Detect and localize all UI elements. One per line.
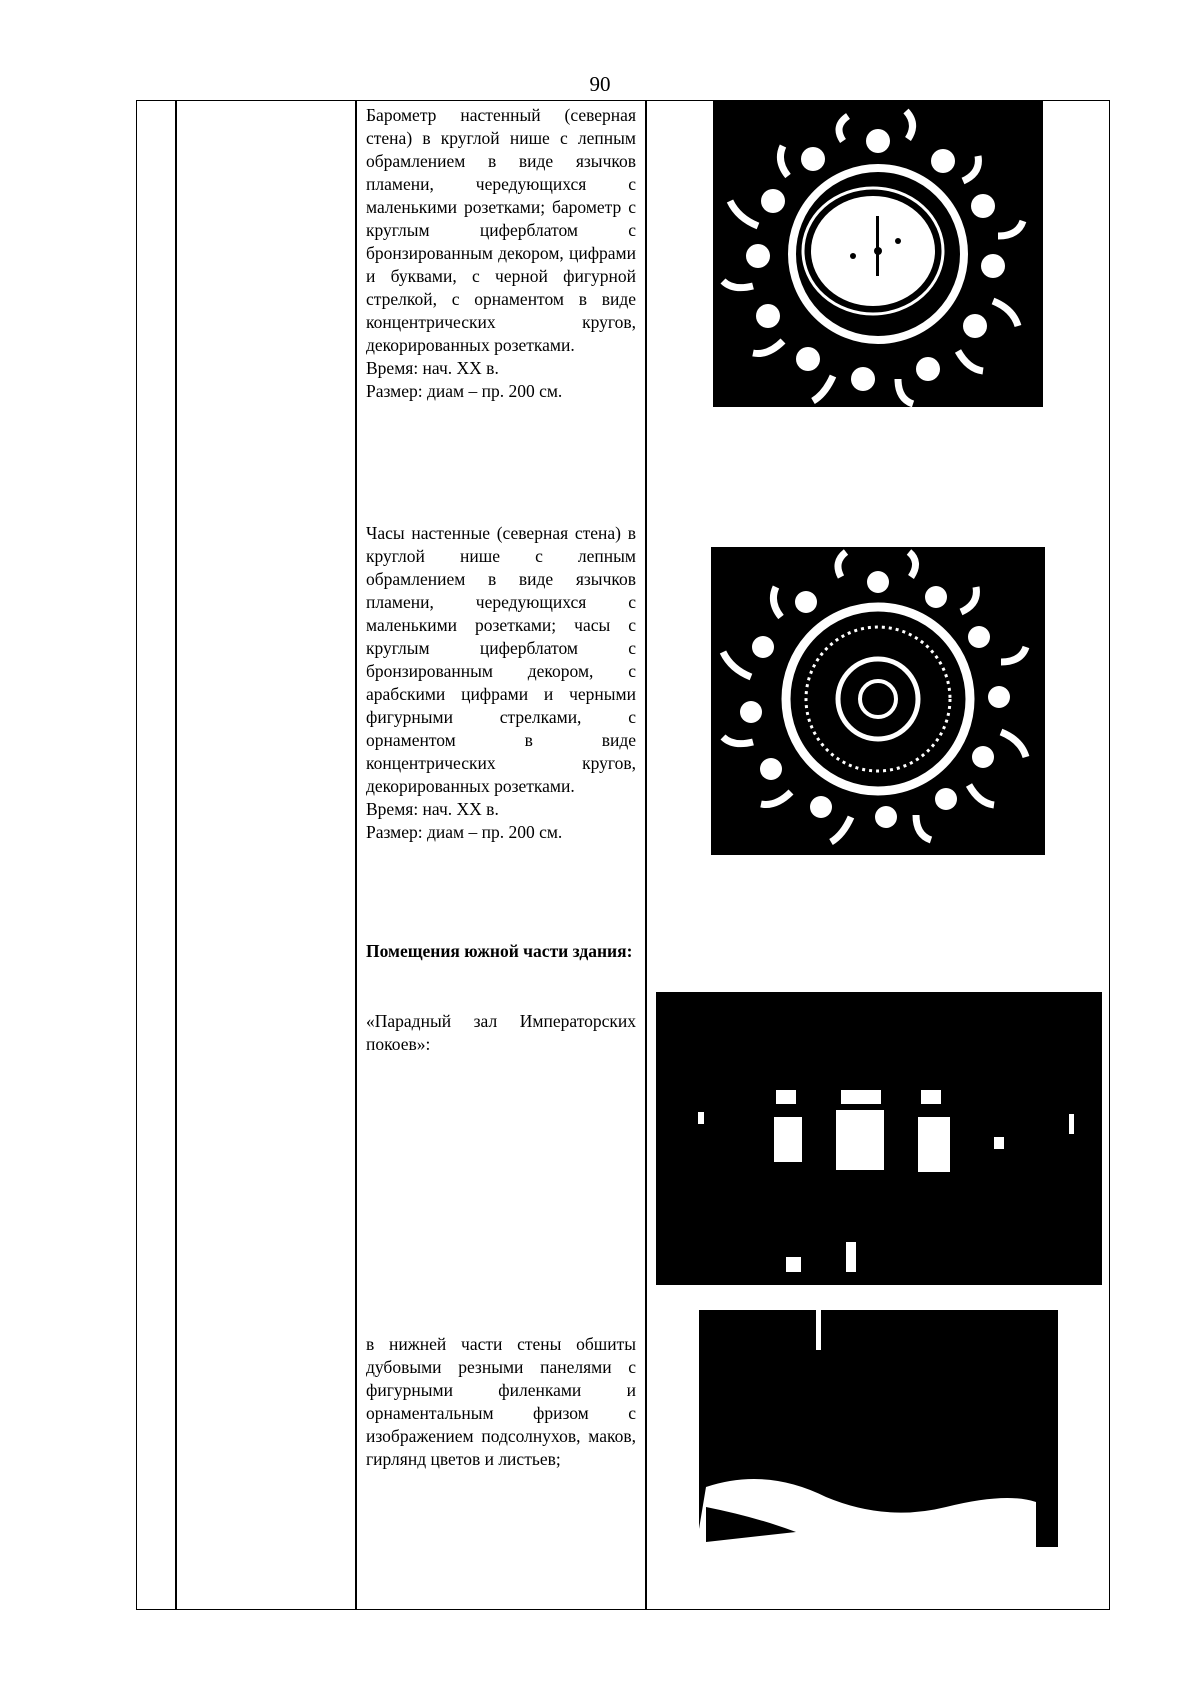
- clock-entry: [366, 522, 636, 844]
- barometer-entry: [366, 104, 636, 403]
- page-number: 90: [589, 72, 611, 96]
- clock-description: Часы настенные (северная стена) в круглой нише с лепным обрамлением в виде язычков пламени, чередующихся с маленькими розетками; часы с круглым циферблатом с бронзированным декором, с арабскими цифрами и черными фигурными стрелками, с орнаментом в виде концентрических кругов, декорированных розетками.: [366, 523, 636, 796]
- barometer-time: Время: нач. XX в.: [366, 358, 499, 378]
- column-divider: [355, 100, 357, 1610]
- panels-description: в нижней части стены обшиты дубовыми резными панелями с фигурными филенками и орнаментальным фризом с изображением подсолнухов, маков, гирлянд цветов и листьев;: [366, 1334, 636, 1469]
- barometer-photo: [713, 101, 1043, 407]
- room-title: «Парадный зал Императорских покоев»:: [366, 1011, 636, 1054]
- clock-size: Размер: диам – пр. 200 см.: [366, 822, 563, 842]
- column-divider: [645, 100, 647, 1610]
- barometer-description: Барометр настенный (северная стена) в круглой нише с лепным обрамлением в виде язычков пламени, чередующихся с маленькими розетками; барометр с круглым циферблатом с бронзированным декором, цифрами и буквами, с черной фигурной стрелкой, с орнаментом в виде концентрических кругов, декорированных розетками.: [366, 105, 636, 355]
- section-heading: Помещения южной части здания:: [366, 941, 633, 961]
- barometer-size: Размер: диам – пр. 200 см.: [366, 381, 563, 401]
- clock-time: Время: нач. XX в.: [366, 799, 499, 819]
- hall-photo: [656, 992, 1102, 1285]
- column-divider: [175, 100, 177, 1610]
- clock-photo: [711, 547, 1045, 855]
- panels-photo: [696, 1307, 1058, 1547]
